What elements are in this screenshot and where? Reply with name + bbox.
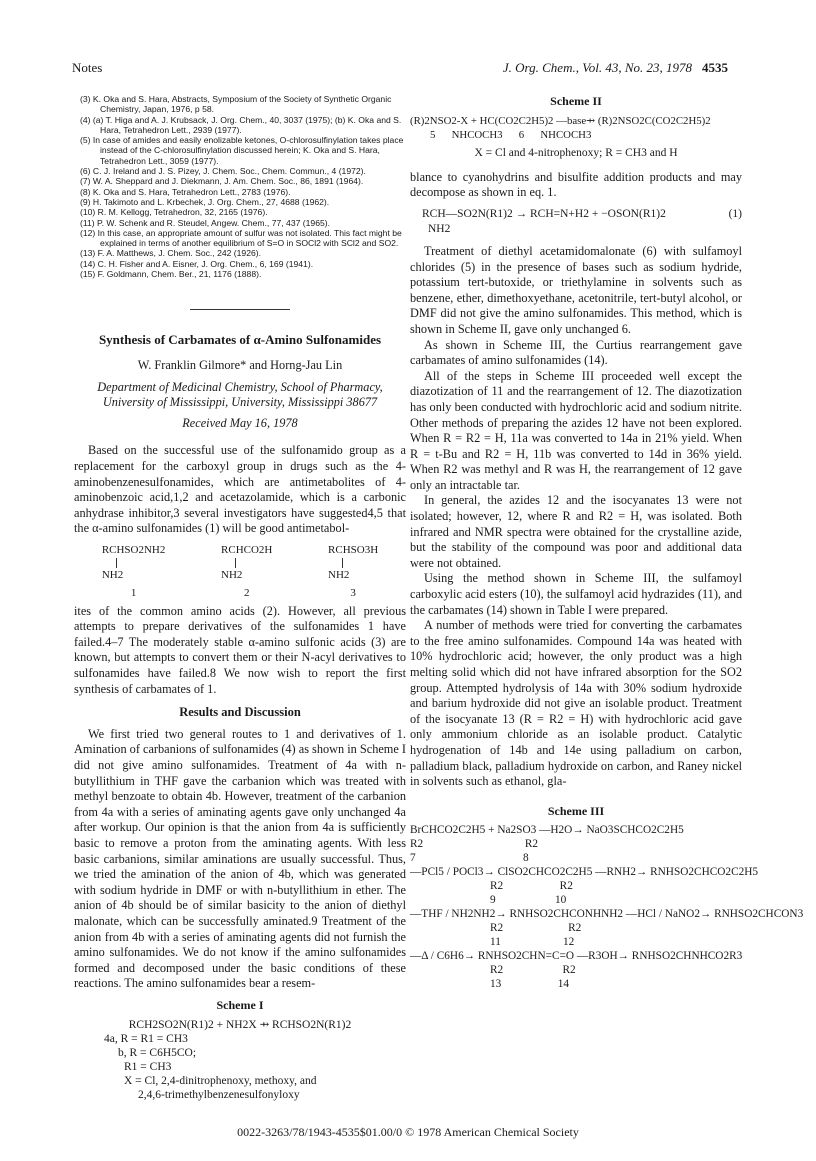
compound-number: 2 <box>243 587 250 600</box>
reference-item: (7) W. A. Sheppard and J. Diekmann, J. Am. Chem. Soc., 86, 1891 (1964). <box>80 176 364 187</box>
structure-formula: RCHSO2NH2 <box>101 543 166 556</box>
running-header-journal <box>503 60 728 76</box>
reference-item: (13) F. A. Matthews, J. Chem. Soc., 242 (1926). <box>80 248 262 259</box>
scheme-3-compound-numbers: 11 12 <box>490 936 575 949</box>
structure-substituent: NH2 <box>221 569 243 582</box>
page-footer: 0022-3263/78/1943-4535$01.00/0 © 1978 American Chemical Society <box>237 1125 579 1139</box>
scheme-3-compound-numbers: 7 8 <box>410 852 529 865</box>
reference-item: (4) (a) T. Higa and A. J. Krubsack, J. Org. Chem., 40, 3037 (1975); (b) K. Oka and S. Hara, Tetrahedron Lett., 2939 (1977). <box>80 114 402 135</box>
section-heading: Results and Discussion <box>179 705 301 720</box>
scheme-3-substituents: R2 R2 <box>490 922 582 935</box>
reference-item: (5) In case of amides and easily enolizable ketones, O-chlorosulfinylation takes place instead of the C-chlorosulfinylation discussed herein; K. Oka and S. Hara, Tetrahedron Lett., 3059 (1977). <box>80 135 404 166</box>
structure-2 <box>221 543 272 602</box>
reference-item: (12) In this case, an appropriate amount of sulfur was not isolated. This fact might be explained in terms of another equilibrium of S=O in SOCl2 with SCl2 and SO2. <box>80 227 402 249</box>
scheme-2-label: Scheme II <box>550 94 602 108</box>
scheme-2-equation: (R)2NSO2-X + HC(CO2C2H5)2 —base⇸ (R)2NSO2C(CO2C2H5)2 <box>410 114 711 127</box>
reference-item: (8) K. Oka and S. Hara, Tetrahedron Lett., 2783 (1976). <box>80 186 291 197</box>
section-divider <box>190 309 290 310</box>
equation-1-body: RCH—SO2N(R1)2 → RCH=N+H2 + −OSON(R1)2 <box>422 207 666 220</box>
scheme-3-step: —PCl5 / POCl3→ ClSO2CHCO2C2H5 —RNH2→ RNHSO2CHCO2C2H5 <box>410 866 759 879</box>
paragraph: Using the method shown in Scheme III, the sulfamoyl carboxylic acid esters (10), the sulfamoyl acid hydrazides (11), and the carbamates (14) shown in Table I were prepared. <box>410 571 742 617</box>
scheme-1-label: Scheme I <box>216 997 264 1012</box>
scheme-1-line: 4a, R = R1 = CH3 <box>104 1032 188 1045</box>
scheme-1-line: b, R = C6H5CO; <box>118 1046 197 1059</box>
scheme-3-substituents: R2 R2 <box>490 964 576 977</box>
received-date: Received May 16, 1978 <box>182 415 298 430</box>
right-column <box>410 94 804 991</box>
reference-item: (6) C. J. Ireland and J. S. Pizey, J. Chem. Soc., Chem. Commun., 4 (1972). <box>80 166 366 177</box>
reference-list <box>80 94 406 279</box>
structure-1 <box>102 543 166 602</box>
equation-1 <box>422 207 742 238</box>
reference-item: (15) F. Goldmann, Chem. Ber., 21, 1176 (1888). <box>80 269 262 280</box>
scheme-1-line: X = Cl, 2,4-dinitrophenoxy, methoxy, and <box>124 1074 317 1087</box>
paragraph: All of the steps in Scheme III proceeded well except the diazotization of 11 and the rearrangement of 12. The diazotization has only been conducted with hydrochloric acid and sodium nitrite. Other methods of preparing the azides 12 have not been explored. When R = R2 = H, 11a was converted to 14a in 21% yield. When R = t-Bu and R2 = H, 11b was converted to 14d in 36% yield. When R2 was methyl and R was H, the rearrangement of 12 gave only an intractable tar. <box>410 368 742 492</box>
scheme-3-label: Scheme III <box>547 803 605 818</box>
scheme-3-substituents: R2 R2 <box>490 880 573 893</box>
running-header-section: Notes <box>72 60 103 75</box>
reference-item: (3) K. Oka and S. Hara, Abstracts, Symposium of the Society of Synthetic Organic Chemistry, Japan, 1976, p 58. <box>80 94 392 115</box>
bond-line <box>116 558 117 568</box>
reference-item: (14) C. H. Fisher and A. Eisner, J. Org. Chem., 6, 169 (1941). <box>80 258 314 269</box>
scheme-1-definitions <box>104 1032 406 1102</box>
scheme-2-conditions: X = Cl and 4-nitrophenoxy; R = CH3 and H <box>474 146 678 159</box>
scheme-3-step: BrCHCO2C2H5 + Na2SO3 —H2O→ NaO3SCHCO2C2H5 <box>410 824 684 837</box>
bond-line <box>235 558 236 568</box>
structure-substituent: NH2 <box>101 569 124 582</box>
equation-1-substituent: NH2 <box>428 223 451 236</box>
left-column <box>74 94 406 1102</box>
paragraph: blance to cyanohydrins and bisulfite addition products and may decompose as shown in eq. 1. <box>410 169 742 200</box>
structure-substituent: NH2 <box>328 569 350 582</box>
compound-number: 1 <box>130 587 137 600</box>
structures-1-2-3 <box>74 543 406 602</box>
compound-number: 3 <box>350 587 356 600</box>
reference-item: (10) R. M. Kellogg, Tetrahedron, 32, 2165 (1976). <box>80 207 268 218</box>
bond-line <box>342 558 343 568</box>
structure-formula: RCHCO2H <box>221 543 273 556</box>
intro-paragraph: Based on the successful use of the sulfonamido group as a replacement for the carboxyl group in drugs such as the 4-aminobenzenesulfonamides, which are antimetabolites of 4-aminobenzoic acid,1,2 and acetazolamide, which is a carbonic anhydrase inhibitor,3 several investigators have suggested4,5 that the α-amino sulfonamides (1) will be good antimetabol- <box>74 443 406 536</box>
scheme-1-equation: RCH2SO2N(R1)2 + NH2X ⇸ RCHSO2N(R1)2 <box>128 1018 352 1031</box>
paragraph: Treatment of diethyl acetamidomalonate (6) with sulfamoyl chlorides (5) in the presence of bases such as sodium hydride, potassium tert-butoxide, or triethylamine in solvents such as benzene, ether, dimethoxyethane, acetonitrile, tert-butyl alcohol, or DMF did not give the amino sulfonamides. This method, which is shown in Scheme II, gave only unchanged 6. <box>410 243 742 336</box>
scheme-3-compound-numbers: 13 14 <box>490 978 570 991</box>
article-authors: W. Franklin Gilmore* and Horng-Jau Lin <box>137 357 343 372</box>
equation-number: (1) <box>728 207 742 220</box>
page-number: 4535 <box>702 60 728 75</box>
intro-paragraph-continued: ites of the common amino acids (2). However, all previous attempts to prepare derivatives of the sulfonamides 1 have failed.4–7 The moderately stable α-amino sulfonic acids (3) are known, but attempts to convert them or their N-acyl derivatives to sulfonamides have failed.8 We now wish to report the first synthesis of carbamates of 1. <box>74 603 406 696</box>
scheme-3-body <box>410 823 804 991</box>
paragraph: In general, the azides 12 and the isocyanates 13 were not isolated; however, 12, where R and R2 = H, was isolated. Both infrared and NMR spectra were obtained for the crystalline azide, but the stability of the compound was poor and additional data were not obtained. <box>410 493 742 570</box>
scheme-3-step: —THF / NH2NH2→ RNHSO2CHCONHNH2 —HCl / NaNO2→ RNHSO2CHCON3 <box>410 908 804 921</box>
article-title: Synthesis of Carbamates of α-Amino Sulfonamides <box>98 332 382 348</box>
journal-citation: J. Org. Chem., Vol. 43, No. 23, 1978 <box>502 60 692 75</box>
paragraph: A number of methods were tried for converting the carbamates to the free amino sulfonamides. Compound 14a was heated with 10% hydrochloric acid; however, the only product was a high melting solid which did not have infrared absorption for the SO2 group. Attempted hydrolysis of 14a with 30% sodium hydroxide and barium hydroxide did not give an isolable product. Treatment of the isocyanate 13 (R = R2 = H) with hydrochloric acid gave only ammonium chloride as an isolable product. Catalytic hydrogenation of 14b and 14e using palladium on carbon, palladium black, palladium hydroxide on carbon, and Raney nickel in solvents such as ethanol, gla- <box>410 618 742 789</box>
article-affiliation: Department of Medicinal Chemistry, School of Pharmacy, University of Mississippi, University, Mississippi 38677 <box>97 379 383 410</box>
scheme-2-substituents: 5 NHCOCH3 6 NHCOCH3 <box>430 128 592 141</box>
scheme-3-step: —Δ / C6H6→ RNHSO2CHN=C=O —R3OH→ RNHSO2CHNHCO2R3 <box>410 950 743 963</box>
structure-formula: RCHSO3H <box>328 543 379 556</box>
reference-item: (9) H. Takimoto and L. Krbechek, J. Org. Chem., 27, 4688 (1962). <box>80 196 330 207</box>
scheme-1-line: 2,4,6-trimethylbenzenesulfonyloxy <box>138 1088 300 1101</box>
scheme-1-line: R1 = CH3 <box>124 1060 172 1073</box>
reference-item: (11) P. W. Schenk and R. Steudel, Angew. Chem., 77, 437 (1965). <box>80 217 331 228</box>
structure-3 <box>328 543 378 602</box>
scheme-3-substituents: R2 R2 <box>410 838 539 851</box>
scheme-3-compound-numbers: 9 10 <box>490 894 567 907</box>
paragraph: As shown in Scheme III, the Curtius rearrangement gave carbamates of amino sulfonamides (14). <box>410 337 742 368</box>
results-paragraph: We first tried two general routes to 1 and derivatives of 1. Amination of carbanions of sulfonamides (4) as shown in Scheme I did not give amino sulfonamides. Treatment of 4a with n-butyllithium in THF gave the carbanion which was treated with methyl benzoate to obtain 4b. However, treatment of the carbanion from 4a with a series of aminating agents gave only unchanged 4a after workup. Our opinion is that the anion from 4a is sufficiently basic to remove a proton from the aminating agents. With less basic carbanions, similar aminations are usually successful. Thus, we tried the amination of the anion of 4b, which was generated with sodium hydride in DMF or with n-butyllithium in ether. The anion of 4b should be of similar basicity to the anion of diethyl malonate, which can be successfully aminated.9 Treatment of the anion from 4b with a series of aminating agents did not furnish the amino sulfonamides. We do not know if the amino sulfonamides formed and decomposed under the basic conditions of these reactions. The amino sulfonamides bear a resem- <box>74 726 406 991</box>
